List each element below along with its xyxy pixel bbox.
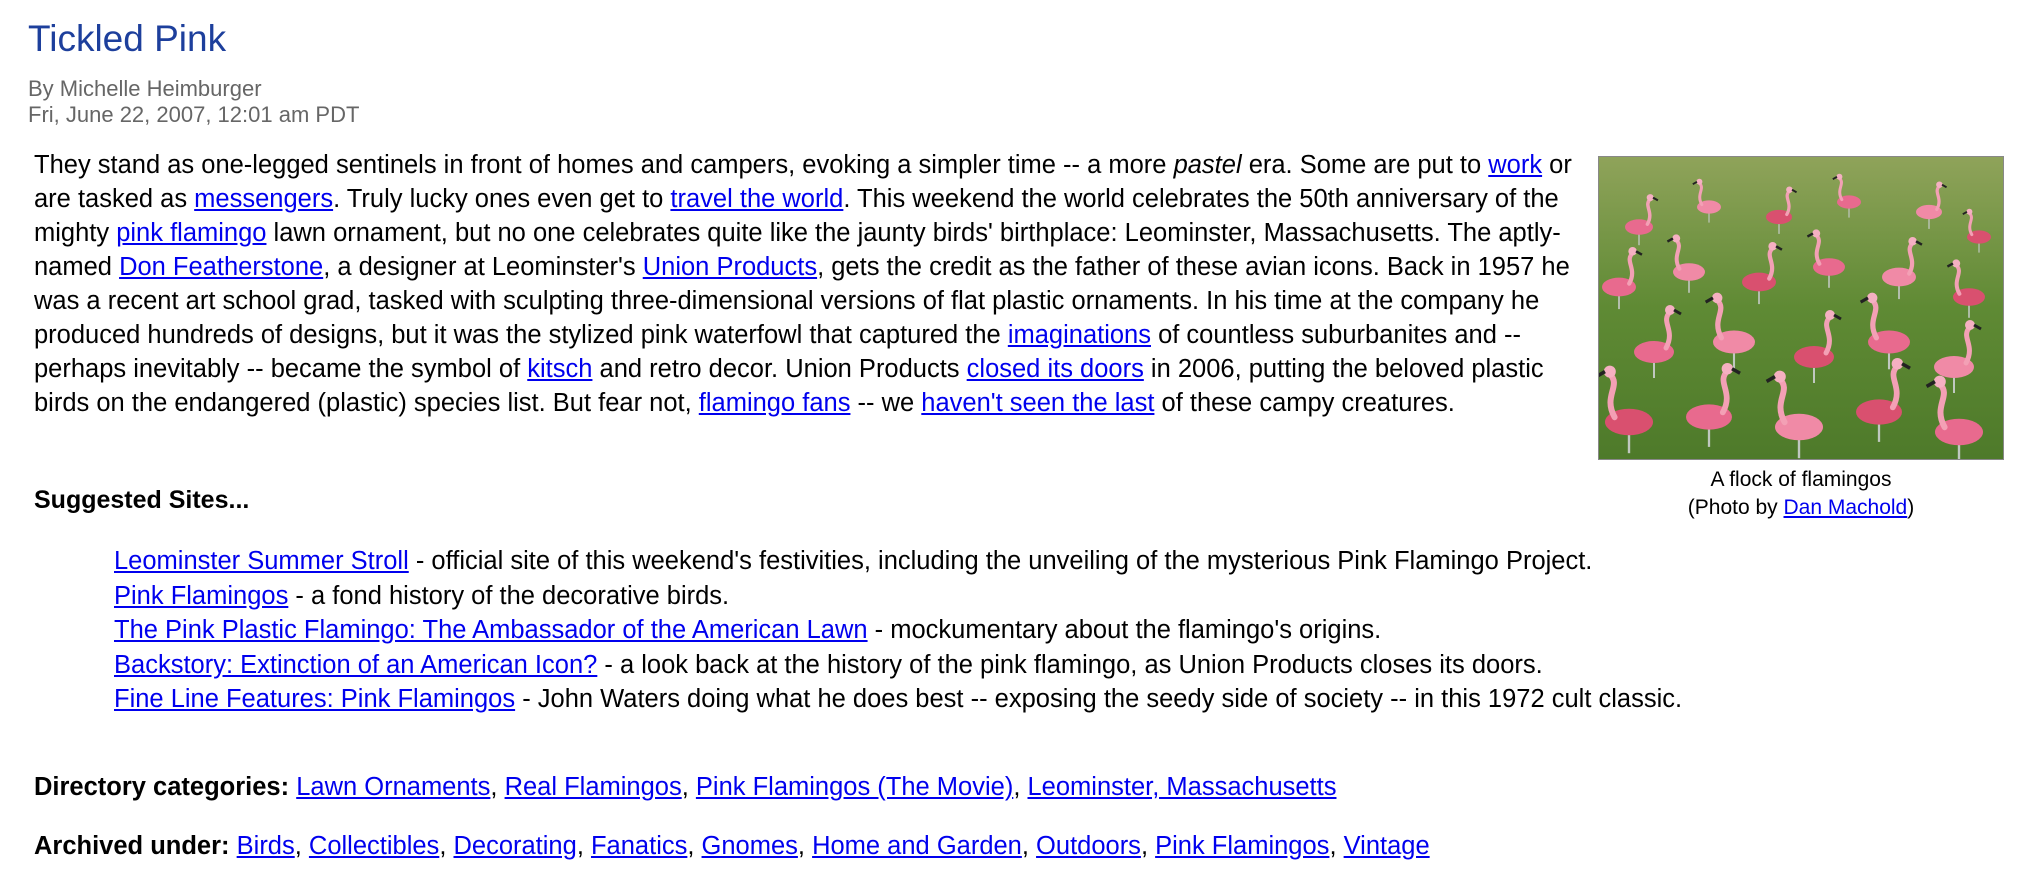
emphasis: pastel	[1173, 151, 1242, 179]
link-archive-tag[interactable]: Fanatics	[590, 832, 688, 860]
dateline: Fri, June 22, 2007, 12:01 am PDT	[28, 102, 360, 127]
separator: ,	[687, 832, 702, 860]
text: . Truly lucky ones even get to	[333, 185, 671, 213]
text: - a fond history of the decorative birds.	[288, 581, 730, 610]
text: (Photo by	[1687, 496, 1784, 519]
link-category[interactable]: Pink Flamingos (The Movie)	[695, 773, 1014, 801]
text: - official site of this weekend's festivities, including the unveiling of the mysterious Pink Flamingo Project.	[408, 547, 1593, 575]
link-suggested-site[interactable]: The Pink Plastic Flamingo: The Ambassador of the American Lawn	[114, 616, 868, 644]
caption-credit	[1598, 494, 2004, 522]
link-messengers[interactable]: messengers	[194, 185, 334, 213]
link-union-products[interactable]: Union Products	[642, 253, 818, 281]
text: - a look back at the history of the pink flamingo, as Union Products closes its doors.	[597, 650, 1543, 679]
archived-under	[34, 829, 1430, 863]
archived-label: Archived under:	[34, 832, 230, 860]
text: -- we	[850, 389, 922, 417]
separator: ,	[576, 832, 591, 860]
list-item	[114, 613, 1682, 648]
text: . This weekend the world celebrates the 50th anniversary of the mighty	[34, 185, 1559, 247]
text: and retro decor. Union Products	[592, 355, 967, 383]
text: of these campy creatures.	[1154, 389, 1455, 417]
link-archive-tag[interactable]: Home and Garden	[812, 832, 1022, 860]
text: or are tasked as	[34, 151, 1572, 213]
text: - mockumentary about the flamingo's origins.	[867, 616, 1382, 644]
link-imaginations[interactable]: imaginations	[1007, 321, 1151, 349]
separator: ,	[797, 832, 813, 860]
text: )	[1907, 496, 1915, 519]
list-item	[114, 579, 1682, 614]
list-item	[114, 648, 1682, 683]
caption-text: A flock of flamingos	[1710, 468, 1892, 491]
separator: ,	[1329, 832, 1344, 860]
text: , gets the credit as the father of these avian icons. Back in 1957 he was a recent art school grad, tasked with sculpting three-dimensional versions of flat plastic ornaments. In his time at the company he produced hundreds of designs, but it was the stylized pink waterfowl that captured the	[34, 253, 1570, 349]
link-suggested-site[interactable]: Backstory: Extinction of an American Icon?	[114, 650, 598, 679]
link-closed-its-doors[interactable]: closed its doors	[966, 355, 1144, 383]
separator: ,	[490, 773, 505, 801]
link-archive-tag[interactable]: Birds	[236, 832, 295, 860]
link-kitsch[interactable]: kitsch	[527, 355, 593, 383]
link-don-featherstone[interactable]: Don Featherstone	[119, 253, 324, 281]
separator: ,	[439, 832, 454, 860]
link-archive-tag[interactable]: Decorating	[453, 832, 577, 860]
author: By Michelle Heimburger	[28, 76, 262, 101]
link-pink-flamingo[interactable]: pink flamingo	[116, 219, 267, 247]
byline-block	[28, 76, 359, 128]
text: - John Waters doing what he does best -- exposing the seedy side of society -- in this 1972 cult classic.	[515, 685, 1683, 713]
link-archive-tag[interactable]: Outdoors	[1036, 832, 1141, 860]
separator: ,	[1013, 773, 1028, 801]
link-suggested-site[interactable]: Fine Line Features: Pink Flamingos	[114, 685, 516, 713]
text: They stand as one-legged sentinels in front of homes and campers, evoking a simpler time -- a more	[34, 151, 1174, 179]
link-archive-tag[interactable]: Collectibles	[308, 832, 440, 860]
article-body	[34, 148, 1574, 420]
page-title: Tickled Pink	[28, 18, 227, 59]
directory-label: Directory categories:	[34, 773, 290, 801]
link-category[interactable]: Lawn Ornaments	[296, 773, 491, 801]
link-category[interactable]: Leominster, Massachusetts	[1027, 773, 1337, 801]
flamingo-photo	[1598, 156, 2004, 460]
separator: ,	[294, 832, 309, 860]
photo-figure	[1598, 156, 2004, 522]
text: in 2006, putting the beloved plastic birds on the endangered (plastic) species list. But fear not,	[34, 355, 1544, 417]
suggested-sites-heading: Suggested Sites...	[34, 486, 250, 514]
link-dan-machold[interactable]: Dan Machold	[1783, 496, 1908, 519]
separator: ,	[681, 773, 696, 801]
link-archive-tag[interactable]: Pink Flamingos	[1155, 832, 1330, 860]
photo-caption	[1598, 466, 2004, 522]
list-item	[114, 544, 1682, 579]
directory-categories	[34, 770, 1336, 804]
link-travel-the-world[interactable]: travel the world	[670, 185, 844, 213]
suggested-sites-list	[114, 544, 1682, 717]
separator: ,	[1140, 832, 1156, 860]
link-suggested-site[interactable]: Leominster Summer Stroll	[114, 547, 409, 575]
link-category[interactable]: Real Flamingos	[504, 773, 682, 801]
link-flamingo-fans[interactable]: flamingo fans	[698, 389, 851, 417]
separator: ,	[1021, 832, 1037, 860]
text: , a designer at Leominster's	[323, 253, 643, 281]
link-work[interactable]: work	[1488, 151, 1543, 179]
text: of countless suburbanites and -- perhaps inevitably -- became the symbol of	[34, 321, 1521, 383]
text: era. Some are put to	[1241, 151, 1489, 179]
text: lawn ornament, but no one celebrates quite like the jaunty birds' birthplace: Leominster, Massachusetts. The aptly-named	[34, 219, 1561, 281]
list-item	[114, 682, 1682, 717]
link-havent-seen-the-last[interactable]: haven't seen the last	[921, 389, 1155, 417]
link-archive-tag[interactable]: Vintage	[1343, 832, 1430, 860]
link-suggested-site[interactable]: Pink Flamingos	[114, 581, 289, 610]
link-archive-tag[interactable]: Gnomes	[701, 832, 798, 860]
